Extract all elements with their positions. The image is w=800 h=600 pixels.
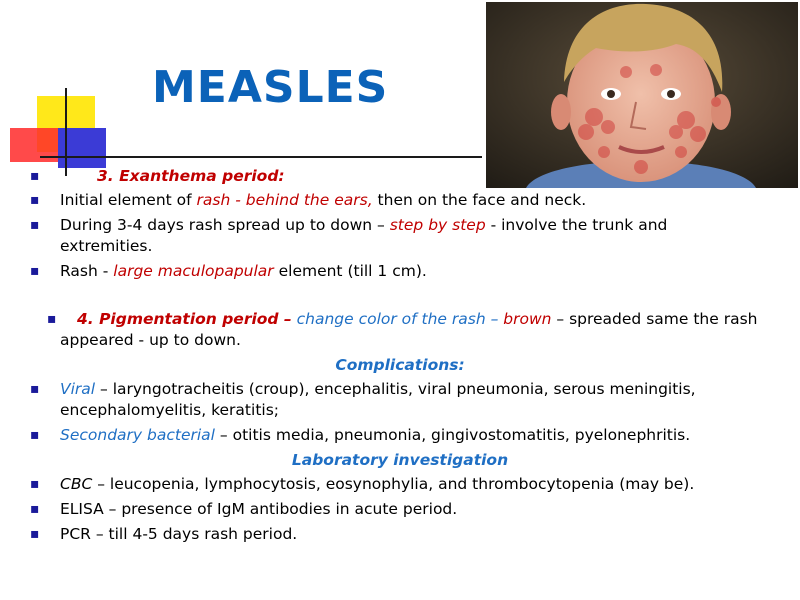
child-photo [486,2,798,188]
complications-heading: Complications: [335,356,465,374]
decor-horizontal-line [40,156,482,158]
complications-bacterial: ▪ Secondary bacterial – otitis media, pneumonia, gingivostomatitis, pyelonephritis. [0,425,800,446]
lab-elisa: ▪ ELISA – presence of IgM antibodies in acute period. [0,499,800,520]
exanthema-point-3: ▪ Rash - large maculopapular element (till 1 cm). [0,261,800,282]
complications-viral: ▪ Viral – laryngotracheitis (croup), encephalitis, viral pneumonia, serous meningitis, encephalomyelitis, keratitis; [0,379,800,421]
exanthema-point-1: ▪ Initial element of rash - behind the ears, then on the face and neck. [0,190,800,211]
lab-heading: Laboratory investigation [291,451,509,469]
lab-cbc: ▪ CBC – leucopenia, lymphocytosis, eosynophylia, and thrombocytopenia (may be). [0,474,800,495]
exanthema-point-2: ▪ During 3-4 days rash spread up to down – step by step - involve the trunk and extremities. [0,215,800,257]
pigmentation-point: ▪ 4. Pigmentation period – change color of the rash – brown – spreaded same the rash appeared - up to down. [0,309,800,351]
lab-pcr: ▪ PCR – till 4-5 days rash period. [0,524,800,545]
exanthema-heading: ▪ 3. Exanthema period: [0,166,800,187]
slide-title: MEASLES [152,62,389,113]
decor-vertical-line [65,88,67,176]
slide-body [0,166,800,545]
